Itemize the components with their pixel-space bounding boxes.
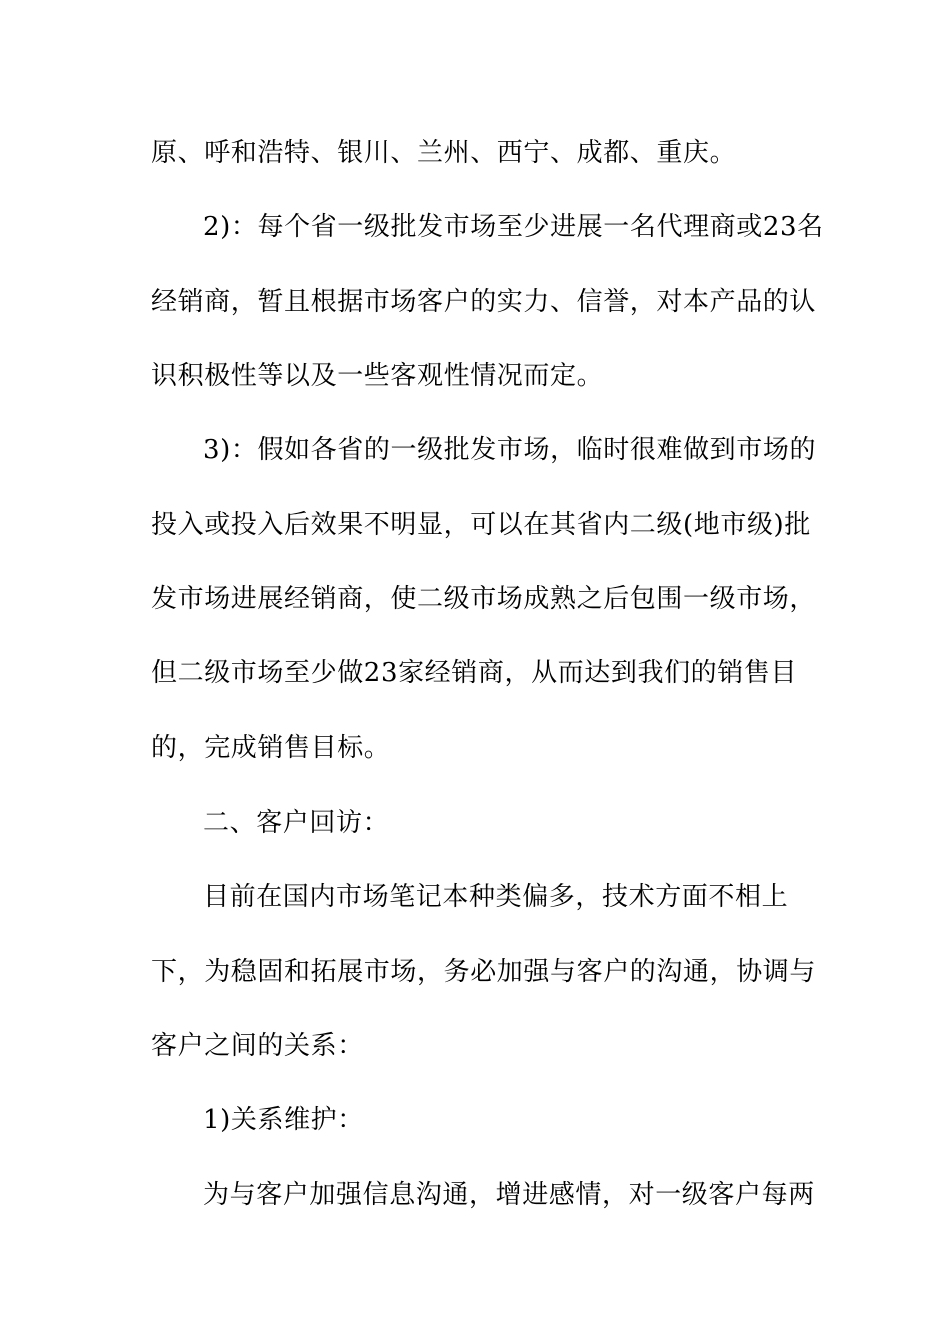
text-line: 下，为稳固和拓展市场，务必加强与客户的沟通，协调与: [151, 957, 817, 987]
text-line: 经销商，暂且根据市场客户的实力、信誉，对本产品的认: [151, 287, 817, 317]
text-line: 3)：假如各省的一级批发市场，临时很难做到市场的: [203, 435, 817, 465]
text-line: 的，完成销售目标。: [151, 733, 391, 763]
text-line: 原、呼和浩特、银川、兰州、西宁、成都、重庆。: [151, 138, 737, 168]
section-heading: 二、客户回访：: [203, 808, 390, 838]
text-line: 识积极性等以及一些客观性情况而定。: [151, 361, 604, 391]
text-line: 发市场进展经销商，使二级市场成熟之后包围一级市场，: [151, 584, 817, 614]
text-line: 目前在国内市场笔记本种类偏多，技术方面不相上: [203, 882, 789, 912]
text-line: 2)：每个省一级批发市场至少进展一名代理商或23名: [203, 212, 824, 242]
subsection-heading: 1)关系维护：: [203, 1105, 364, 1135]
text-line: 但二级市场至少做23家经销商，从而达到我们的销售目: [151, 658, 798, 688]
text-line: 客户之间的关系：: [151, 1031, 364, 1061]
text-line: 投入或投入后效果不明显，可以在其省内二级(地市级)批: [151, 510, 811, 540]
text-line: 为与客户加强信息沟通，增进感情，对一级客户每两: [203, 1180, 815, 1210]
